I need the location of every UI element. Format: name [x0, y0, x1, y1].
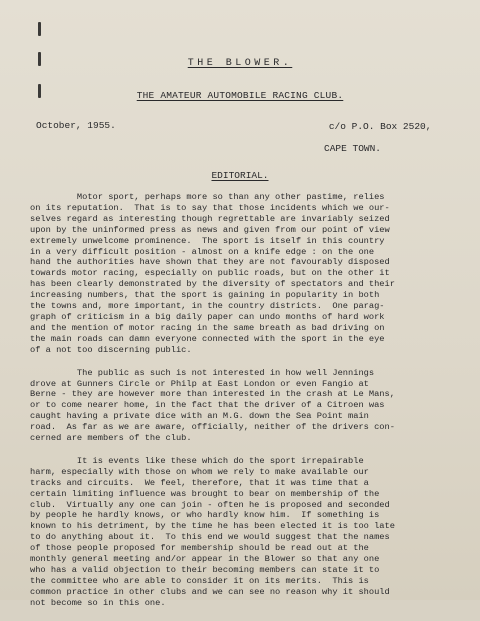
address-line-2: CAPE TOWN.: [324, 143, 382, 154]
text-line: drove at Gunners Circle or Philp at East London or even Fangio at: [30, 378, 369, 389]
text-line: certain limiting influence was brought to bear on membership of the: [30, 488, 380, 499]
text-line: and the mention of motor racing in the same breath as bad driving on: [30, 322, 385, 333]
text-line: the committee who are able to consider it on its merits. This is: [30, 575, 369, 586]
club-address: [306, 110, 431, 176]
text-line: the main roads can damn everyone connected with the sport in the eye: [30, 333, 385, 344]
text-line: of those people proposed for membership should be read out at the: [30, 543, 369, 554]
text-line: Berne - they are however more than interested in the crash at Le Mans,: [30, 389, 395, 400]
text-line: who has a valid objection to their becoming members can state it to: [30, 565, 380, 575]
text-line: It is events like these which do the sport irrepairable: [30, 455, 364, 466]
text-line: known to his detriment, by the time he has been elected it is too late: [30, 521, 395, 532]
text-line: in a very difficult position - almost on a knife edge : on the one: [30, 246, 375, 257]
text-line: The public as such is not interested in how well Jennings: [30, 367, 375, 378]
text-line: graph of criticism in a big daily paper can undo months of hard work: [30, 311, 385, 322]
text-line: Motor sport, perhaps more so than any other pastime, relies: [30, 192, 385, 202]
text-line: club. Virtually any one can join - often he is proposed and seconded: [30, 499, 390, 510]
text-line: selves regard as interesting though regrettable are invariably seized: [30, 213, 390, 224]
editorial-paragraph: [30, 368, 476, 444]
text-line: monthly general meeting and/or appear in the Blower so that any one: [30, 554, 380, 565]
text-line: by people he hardly knows, or who hardly know him. If something is: [30, 510, 380, 521]
text-line: or to come nearer home, in the fact that the driver of a Citroen was: [30, 400, 385, 411]
text-line: hand the authorities have shown that they are not favourably disposed: [30, 257, 390, 268]
newsletter-title: THE BLOWER.: [187, 58, 293, 69]
text-line: upon by the uninformed press as news and given from our point of view: [30, 224, 390, 235]
text-line: the towns and, more important, in the country districts. One parag-: [30, 301, 385, 312]
text-line: has been clearly demonstrated by the diversity of spectators and their: [30, 279, 395, 290]
text-line: common practice in other clubs and we can see no reason why it should: [30, 586, 390, 597]
address-line-1: c/o P.O. Box 2520,: [328, 121, 432, 132]
punch-hole-mark: [38, 22, 41, 36]
text-line: caught having a private dice with an M.G. down the Sea Point main: [30, 411, 369, 422]
text-line: harm, especially with those on whom we rely to make available our: [30, 466, 369, 477]
text-line: extremely unwelcome prominence. The sport is itself in this country: [30, 235, 385, 246]
text-line: to do anything about it. To this end we would suggest that the names: [30, 532, 390, 543]
text-line: road. As far as we are aware, officially, neither of the drivers con-: [30, 422, 395, 433]
text-line: towards motor racing, especially on public roads, but on the other it: [30, 268, 390, 279]
editorial-paragraph: [30, 456, 476, 609]
text-line: cerned are members of the club.: [30, 433, 192, 444]
editorial-paragraph: [30, 192, 476, 356]
text-line: of a not too discerning public.: [30, 344, 192, 355]
text-line: tracks and circuits. We feel, therefore, that it was time that a: [30, 477, 369, 488]
club-name: THE AMATEUR AUTOMOBILE RACING CLUB.: [136, 90, 344, 101]
text-line: on its reputation. That is to say that those incidents which we our-: [30, 202, 390, 213]
text-line: increasing numbers, that the sport is gaining in popularity in both: [30, 290, 380, 301]
editorial-heading: EDITORIAL.: [211, 170, 269, 181]
text-line: not become so in this one.: [30, 597, 166, 608]
editorial-body: [30, 192, 476, 621]
issue-date: October, 1955.: [36, 120, 116, 131]
